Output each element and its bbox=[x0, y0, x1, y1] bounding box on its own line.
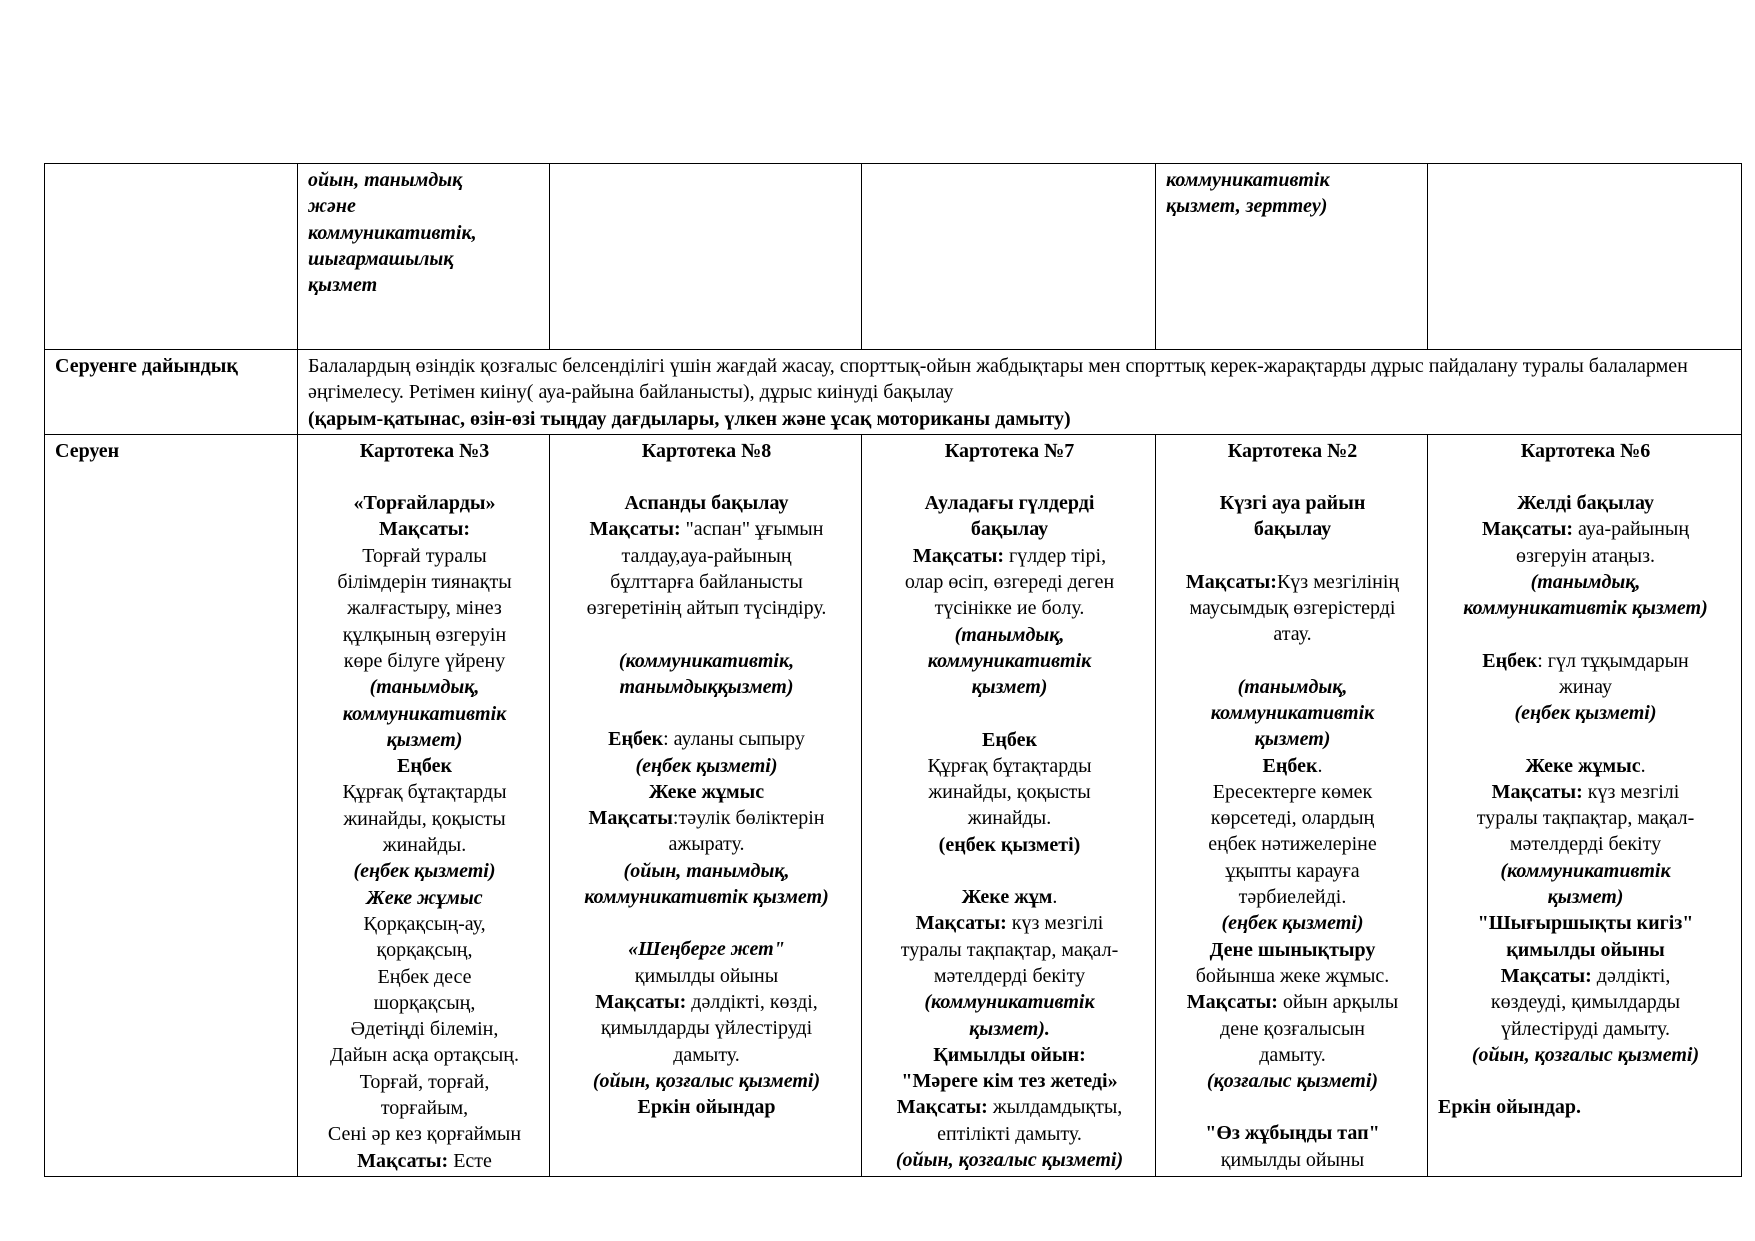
card-number: Картотека №6 bbox=[1520, 439, 1651, 462]
text-line: ойын арқылы bbox=[1277, 991, 1399, 1014]
text-line: күз мезгілі bbox=[1582, 780, 1680, 803]
text-line: көздеуді, қимылдарды bbox=[1490, 991, 1681, 1014]
row-label-empty bbox=[45, 164, 298, 350]
individual-work-label: Жеке жұмыс bbox=[1525, 754, 1641, 777]
walk-row bbox=[45, 434, 1742, 1176]
goal-label: Мақсаты: bbox=[912, 544, 1004, 567]
activity-cell-5 bbox=[1428, 164, 1742, 350]
text-line: құлқының өзгеруін bbox=[342, 623, 507, 646]
individual-work-label: Жеке жұмыс bbox=[648, 780, 765, 803]
text-line: білімдерін тиянақты bbox=[337, 571, 512, 594]
text-line: жинау bbox=[1558, 675, 1613, 698]
poem-line: торғайым, bbox=[380, 1097, 469, 1120]
activity-type: (қозғалыс қызметі) bbox=[1206, 1070, 1379, 1093]
activity-type: қызмет) bbox=[1254, 728, 1331, 751]
text-line: түсінікке ие болу. bbox=[934, 597, 1085, 620]
goal-label: Мақсаты: bbox=[1481, 518, 1574, 541]
text-line: гүлдер тірі, bbox=[1004, 544, 1107, 567]
text-line: өзгеруін атаңыз. bbox=[1516, 544, 1655, 567]
activity-type: (танымдық, bbox=[954, 623, 1065, 646]
activity-type: (коммуникативтік bbox=[924, 991, 1095, 1014]
observation-title: «Торғайларды» bbox=[353, 492, 496, 515]
text-line: жинайды. bbox=[382, 834, 467, 857]
text-line: жинайды, қоқысты bbox=[928, 781, 1091, 804]
work-label: Еңбек bbox=[982, 728, 1037, 751]
text-line: дене қозғалысын bbox=[1220, 1017, 1365, 1040]
game-title: "Шығыршықты кигіз" bbox=[1477, 912, 1694, 935]
text-line: дәлдікті, bbox=[1591, 964, 1671, 987]
activity-type: коммуникативтік қызмет) bbox=[1463, 597, 1708, 620]
activity-type: (ойын, танымдық, bbox=[623, 859, 790, 882]
text-line: бұлттарға байланысты bbox=[610, 571, 803, 594]
activity-cell-1 bbox=[298, 164, 550, 350]
walk-cell-4 bbox=[1156, 434, 1428, 1176]
card-number: Картотека №7 bbox=[944, 439, 1075, 462]
text-line: жинайды, қоқысты bbox=[343, 807, 506, 830]
activity-type: (коммуникативтік, bbox=[618, 649, 795, 672]
text-line: қимылдарды үйлестіруді bbox=[600, 1017, 813, 1040]
text-line: Торғай туралы bbox=[362, 544, 487, 567]
activity-type: (ойын, қозғалыс қызметі) bbox=[895, 1149, 1124, 1172]
individual-work-label: Дене шынықтыру bbox=[1209, 938, 1376, 961]
activity-type: қызмет) bbox=[386, 728, 463, 751]
game-label: Қимылды ойын: bbox=[933, 1043, 1086, 1066]
activity-type: (еңбек қызметі) bbox=[938, 833, 1081, 856]
game-title: "Мәреге кім тез жетеді» bbox=[901, 1070, 1118, 1093]
text-line: олар өсіп, өзгереді деген bbox=[904, 571, 1115, 594]
game-title: қимылды ойыны bbox=[1506, 938, 1665, 961]
goal-label: Мақсаты: bbox=[896, 1096, 988, 1119]
activity-type: (коммуникативтік bbox=[1500, 859, 1671, 882]
card-number: Картотека №8 bbox=[641, 439, 772, 462]
poem-line: Әдетіңді білемін, bbox=[350, 1018, 499, 1041]
text-line: мәтелдерді бекіту bbox=[1509, 833, 1662, 856]
text-line: талдау,ауа-райының bbox=[621, 544, 792, 567]
goal-label: Мақсаты: bbox=[1491, 780, 1583, 803]
text-line: жылдамдықты, bbox=[987, 1096, 1123, 1119]
walk-cell-1 bbox=[298, 434, 550, 1176]
activity-type: (танымдық, bbox=[1530, 571, 1641, 594]
observation-title: Күзгі ауа райын bbox=[1219, 492, 1366, 515]
poem-line: шорқақсың, bbox=[373, 991, 476, 1014]
walk-cell-5 bbox=[1428, 434, 1742, 1176]
goal-label: Мақсаты: bbox=[1500, 964, 1592, 987]
activity-type: (танымдық, bbox=[369, 676, 480, 699]
text-line: атау. bbox=[1273, 623, 1312, 646]
text-line: коммуникативтік, bbox=[308, 221, 477, 244]
activity-row bbox=[45, 164, 1742, 350]
walk-prep-skills: (қарым-қатынас, өзін-өзі тыңдау дағдылары, үлкен және ұсақ моториканы дамыту) bbox=[308, 407, 1071, 430]
text-line: Ересектерге көмек bbox=[1212, 780, 1373, 803]
walk-prep-label: Серуенге дайындық bbox=[45, 350, 298, 435]
text-line: өзгеретінің айтып түсіндіру. bbox=[586, 597, 827, 620]
work-label: Еңбек bbox=[397, 755, 452, 778]
observation-title: бақылау bbox=[970, 518, 1049, 541]
activity-type: коммуникативтік қызмет) bbox=[584, 886, 829, 909]
daily-plan-table bbox=[44, 163, 1742, 1177]
goal-label: Мақсаты: bbox=[915, 912, 1007, 935]
activity-type: (ойын, қозғалыс қызметі) bbox=[592, 1069, 821, 1092]
individual-work-label: Жеке жұм bbox=[961, 886, 1053, 909]
poem-line: Торғай, торғай, bbox=[359, 1070, 490, 1093]
observation-title: Ауладағы гүлдерді bbox=[924, 492, 1095, 515]
walk-prep-text bbox=[298, 350, 1742, 435]
text-line: еңбек нәтижелеріне bbox=[1208, 833, 1377, 856]
activity-type: коммуникативтік bbox=[1210, 701, 1375, 724]
activity-type: (ойын, қозғалыс қызметі) bbox=[1471, 1043, 1700, 1066]
text-line: ұқыпты карауға bbox=[1225, 859, 1360, 882]
individual-work-label: Жеке жұмыс bbox=[366, 886, 483, 909]
text-line: шығармашылық bbox=[308, 247, 454, 270]
activity-type: қызмет). bbox=[969, 1017, 1050, 1040]
text-line: туралы тақпақтар, мақал- bbox=[900, 938, 1119, 961]
activity-cell-4 bbox=[1156, 164, 1428, 350]
goal-label: Мақсаты bbox=[588, 807, 673, 830]
text-line: Күз мезгілінің bbox=[1276, 570, 1400, 593]
goal-label: Мақсаты: bbox=[595, 990, 687, 1013]
text-line: туралы тақпақтар, мақал- bbox=[1476, 807, 1695, 830]
activity-type: (еңбек қызметі) bbox=[635, 754, 778, 777]
text-line: үйлестіруді дамыту. bbox=[1500, 1017, 1671, 1040]
text-line: ептілікті дамыту. bbox=[937, 1122, 1082, 1145]
poem-line: Дайын асқа ортақсың. bbox=[329, 1044, 520, 1067]
activity-type: (еңбек қызметі) bbox=[353, 860, 496, 883]
text-line: маусымдық өзгерістерді bbox=[1189, 597, 1396, 620]
activity-cell-3 bbox=[862, 164, 1156, 350]
text-line: көре білуге үйрену bbox=[343, 649, 506, 672]
poem-line: Еңбек десе bbox=[377, 965, 472, 988]
text-line: бойынша жеке жұмыс. bbox=[1195, 964, 1390, 987]
poem-line: Қорқақсың-ау, bbox=[363, 912, 486, 935]
text-line: қимылды ойыны bbox=[634, 964, 779, 987]
work-label: Еңбек bbox=[608, 728, 664, 751]
activity-type: коммуникативтік bbox=[342, 702, 507, 725]
walk-prep-row bbox=[45, 350, 1742, 435]
goal-label: Мақсаты: bbox=[589, 518, 681, 541]
poem-line: қорқақсың, bbox=[376, 939, 473, 962]
walk-cell-2 bbox=[550, 434, 862, 1176]
text-line: "аспан" ұғымын bbox=[680, 518, 824, 541]
walk-cell-3 bbox=[862, 434, 1156, 1176]
text-line: дамыту. bbox=[673, 1043, 740, 1066]
observation-title: бақылау bbox=[1253, 518, 1332, 541]
text-line: жинайды. bbox=[967, 807, 1052, 830]
free-games: Еркін ойындар. bbox=[1438, 1096, 1581, 1119]
text-line: және bbox=[308, 195, 356, 218]
text-line: Есте bbox=[448, 1149, 492, 1172]
game-title: "Өз жұбыңды тап" bbox=[1205, 1122, 1380, 1145]
activity-cell-2 bbox=[550, 164, 862, 350]
text-line: тәрбиелейді. bbox=[1238, 886, 1347, 909]
text-line: жалғастыру, мінез bbox=[347, 597, 502, 620]
card-number: Картотека №3 bbox=[359, 439, 490, 462]
text-line: дәлдікті, көзді, bbox=[686, 990, 818, 1013]
activity-type: танымдыққызмет) bbox=[619, 675, 794, 698]
activity-type: (танымдық, bbox=[1237, 675, 1348, 698]
text-line: : гүл тұқымдарын bbox=[1537, 649, 1689, 672]
goal-label: Мақсаты: bbox=[1185, 570, 1277, 593]
card-number: Картотека №2 bbox=[1227, 439, 1358, 462]
text-line: . bbox=[1640, 754, 1646, 777]
work-label: Еңбек bbox=[1482, 649, 1538, 672]
activity-type: коммуникативтік bbox=[927, 649, 1092, 672]
text-line: көрсетеді, олардың bbox=[1210, 807, 1375, 830]
text-line: дамыту. bbox=[1259, 1043, 1326, 1066]
game-title: «Шеңберге жет" bbox=[628, 938, 785, 961]
text-line: қызмет, зерттеу) bbox=[1166, 195, 1328, 218]
text-line: :тәулік бөліктерін bbox=[672, 807, 825, 830]
text-line: коммуникативтік bbox=[1166, 169, 1330, 191]
text-line: ажырату. bbox=[668, 833, 745, 856]
walk-prep-description: Балалардың өзіндік қозғалыс белсенділігі үшін жағдай жасау, спорттық-ойын жабдықтары мен спорттық керек-жарақтарды дұрыс пайдалану туралы балалармен әңгімелесу. Ретімен киіну( ауа-райына байланысты), дұрыс киінуді бақылау bbox=[308, 355, 1688, 404]
text-line: ойын, танымдық bbox=[308, 169, 463, 191]
text-line: Құрғақ бұтақтарды bbox=[342, 781, 507, 804]
text-line: . bbox=[1052, 886, 1058, 909]
text-line: қызмет bbox=[308, 274, 378, 297]
text-line: күз мезгілі bbox=[1006, 912, 1104, 935]
walk-label: Серуен bbox=[45, 434, 298, 1176]
text-line: мәтелдерді бекіту bbox=[933, 964, 1086, 987]
activity-type: қызмет) bbox=[1547, 886, 1624, 909]
text-line: қимылды ойыны bbox=[1220, 1148, 1365, 1171]
text-line: : ауланы сыпыру bbox=[663, 728, 805, 751]
text-line: . bbox=[1317, 754, 1323, 777]
text-line: Құрғақ бұтақтарды bbox=[927, 754, 1092, 777]
activity-type: (еңбек қызметі) bbox=[1514, 702, 1657, 725]
poem-line: Сені әр кез қорғаймын bbox=[327, 1123, 522, 1146]
activity-type: (еңбек қызметі) bbox=[1221, 912, 1364, 935]
observation-title: Желді бақылау bbox=[1517, 492, 1654, 515]
free-games: Еркін ойындар bbox=[637, 1096, 776, 1119]
goal-label: Мақсаты: bbox=[357, 1149, 449, 1172]
observation-title: Аспанды бақылау bbox=[624, 492, 789, 515]
activity-type: қызмет) bbox=[971, 676, 1048, 699]
goal-label: Мақсаты: bbox=[1186, 991, 1278, 1014]
text-line: ауа-райының bbox=[1573, 518, 1690, 541]
goal-label: Мақсаты: bbox=[378, 518, 471, 541]
work-label: Еңбек bbox=[1262, 754, 1318, 777]
